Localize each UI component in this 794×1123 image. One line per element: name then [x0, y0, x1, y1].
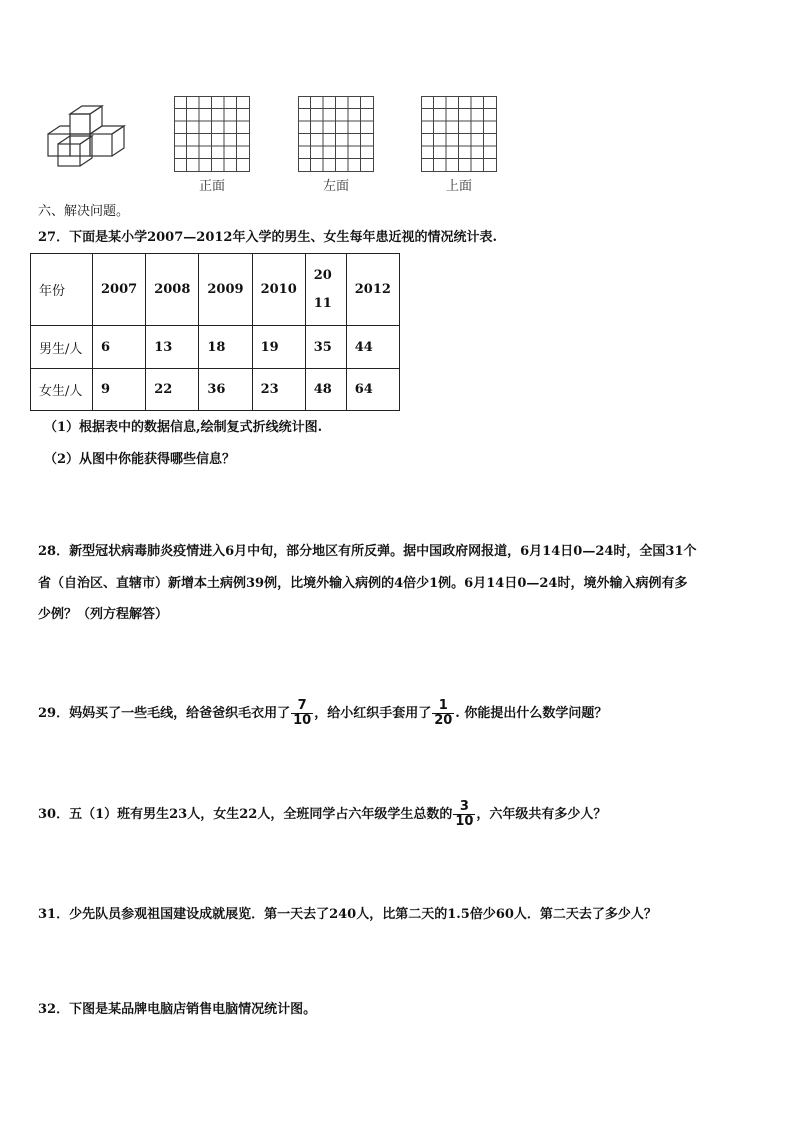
- fraction-numerator: 3: [453, 800, 475, 815]
- cube-stack-figure: [40, 100, 130, 170]
- front-view-grid: [174, 96, 250, 172]
- q28-line2: 省（自治区、直辖市）新增本土病例39例，比境外输入病例的4倍少1例。6月14日0—24时，境外输入病例有多: [38, 576, 688, 591]
- table-cell: 22: [146, 369, 199, 411]
- top-view-label: 上面: [445, 179, 472, 194]
- table-header-row: [31, 254, 400, 326]
- q29-part1: 29．妈妈买了一些毛线，给爸爸织毛衣用了: [38, 706, 291, 721]
- table-cell: 2008: [146, 254, 199, 326]
- table-cell: 48: [305, 369, 346, 411]
- table-cell: 9: [93, 369, 146, 411]
- table-cell: 男生/人: [31, 326, 93, 369]
- q28-line3: 少例？（列方程解答）: [38, 607, 169, 622]
- fraction-denominator: 20: [434, 713, 453, 728]
- q30-text: [38, 798, 606, 832]
- q27-sub1: （1）根据表中的数据信息,绘制复式折线统计图.: [44, 420, 323, 435]
- q29-part3: . 你能提出什么数学问题？: [455, 706, 608, 721]
- table-cell: 44: [346, 326, 399, 369]
- q27-stem: 27．下面是某小学2007—2012年入学的男生、女生每年患近视的情况统计表.: [38, 230, 497, 245]
- q30-fraction: [453, 800, 475, 829]
- left-view-label: 左面: [322, 179, 349, 194]
- section-six-title: 六、解决问题。: [38, 204, 130, 219]
- table-cell: 18: [199, 326, 252, 369]
- q27-sub2: （2）从图中你能获得哪些信息？: [44, 452, 236, 467]
- fraction-numerator: 1: [432, 699, 454, 714]
- table-cell: 2010: [252, 254, 305, 326]
- table-row: [31, 369, 400, 411]
- table-cell: 19: [252, 326, 305, 369]
- q31-text: 31．少先队员参观祖国建设成就展览．第一天去了240人，比第二天的1.5倍少60人．第二天去了多少人？: [38, 907, 657, 922]
- table-cell: 13: [146, 326, 199, 369]
- table-row: [31, 326, 400, 369]
- q29-part2: ，给小红织手套用了: [314, 706, 432, 721]
- q30-part2: ，六年级共有多少人？: [476, 807, 607, 822]
- table-cell: 36: [199, 369, 252, 411]
- table-cell: 2012: [346, 254, 399, 326]
- q28-line1: 28．新型冠状病毒肺炎疫情进入6月中旬，部分地区有所反弹。据中国政府网报道，6月14日0—24时，全国31个: [38, 544, 697, 559]
- q30-part1: 30．五（1）班有男生23人，女生22人，全班同学占六年级学生总数的: [38, 807, 453, 822]
- table-cell: 23: [252, 369, 305, 411]
- q29-fraction-2: [432, 699, 454, 728]
- q32-text: 32．下图是某品牌电脑店销售电脑情况统计图。: [38, 1002, 317, 1017]
- fraction-denominator: 10: [455, 814, 474, 829]
- table-cell: 2011: [305, 254, 346, 326]
- table-cell: 年份: [31, 254, 93, 326]
- myopia-stats-table: [30, 253, 400, 411]
- table-cell: 35: [305, 326, 346, 369]
- table-cell: 6: [93, 326, 146, 369]
- q29-fraction-1: [291, 699, 313, 728]
- table-cell: 女生/人: [31, 369, 93, 411]
- table-cell: 64: [346, 369, 399, 411]
- fraction-numerator: 7: [291, 699, 313, 714]
- table-cell: 2007: [93, 254, 146, 326]
- left-view-grid: [298, 96, 374, 172]
- q29-text: [38, 697, 607, 731]
- table-cell: 2009: [199, 254, 252, 326]
- front-view-label: 正面: [198, 179, 225, 194]
- top-view-grid: [421, 96, 497, 172]
- fraction-denominator: 10: [293, 713, 312, 728]
